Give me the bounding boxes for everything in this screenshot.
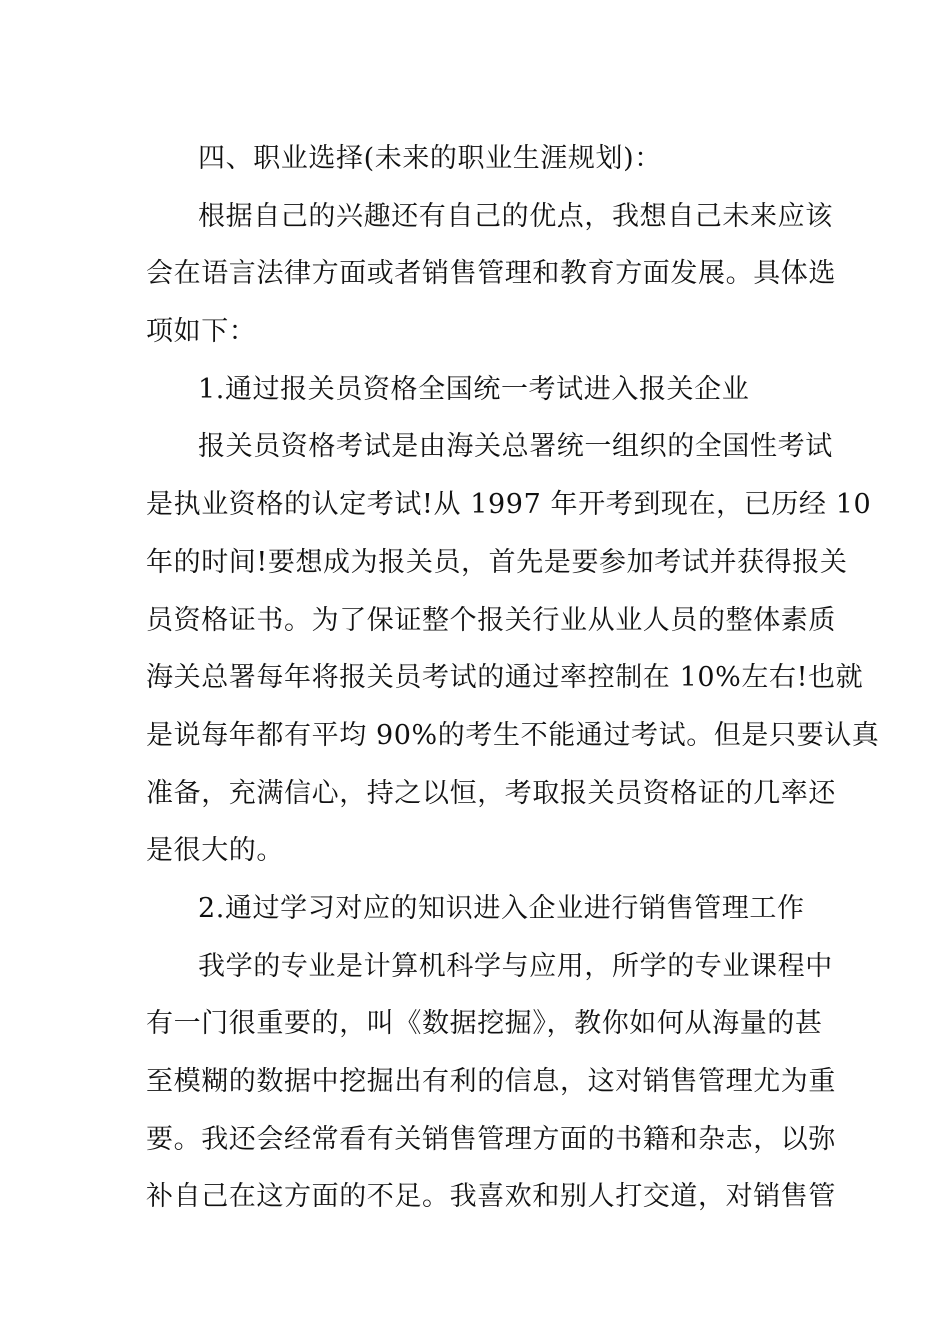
paragraph-line: 要。我还会经常看有关销售管理方面的书籍和杂志，以弥 [146,1123,836,1155]
paragraph-line: 有一门很重要的，叫《数据挖掘》，教你如何从海量的甚 [146,1008,823,1040]
paragraph-line: 员资格证书。为了保证整个报关行业从业人员的整体素质 [146,604,836,636]
paragraph-line: 报关员资格考试是由海关总署统一组织的全国性考试 [198,431,833,463]
paragraph-line: 海关总署每年将报关员考试的通过率控制在 10%左右!也就 [146,662,864,694]
document-body [146,130,880,1226]
paragraph-line: 至模糊的数据中挖掘出有利的信息，这对销售管理尤为重 [146,1066,836,1097]
paragraph-line: 补自己在这方面的不足。我喜欢和别人打交道，对销售管 [146,1181,836,1213]
paragraph-line: 是说每年都有平均 90%的考生不能通过考试。但是只要认真 [146,719,880,751]
paragraph-line: 是很大的。 [146,835,284,867]
paragraph-line: 会在语言法律方面或者销售管理和教育方面发展。具体选 [146,258,836,290]
paragraph-line: 准备，充满信心，持之以恒，考取报关员资格证的几率还 [146,777,836,809]
section-heading: 四、职业选择(未来的职业生涯规划)： [198,143,662,174]
paragraph-line: 我学的专业是计算机科学与应用，所学的专业课程中 [198,950,833,982]
paragraph-line: 项如下： [146,316,257,348]
list-item-heading: 2.通过学习对应的知识进入企业进行销售管理工作 [198,892,805,924]
paragraph-line: 年的时间!要想成为报关员，首先是要参加考试并获得报关 [146,546,848,578]
paragraph-line: 是执业资格的认定考试!从 1997 年开考到现在，已历经 10 [146,489,872,521]
paragraph-line: 根据自己的兴趣还有自己的优点，我想自己未来应该 [198,200,833,232]
list-item-heading: 1.通过报关员资格全国统一考试进入报关企业 [198,373,750,405]
